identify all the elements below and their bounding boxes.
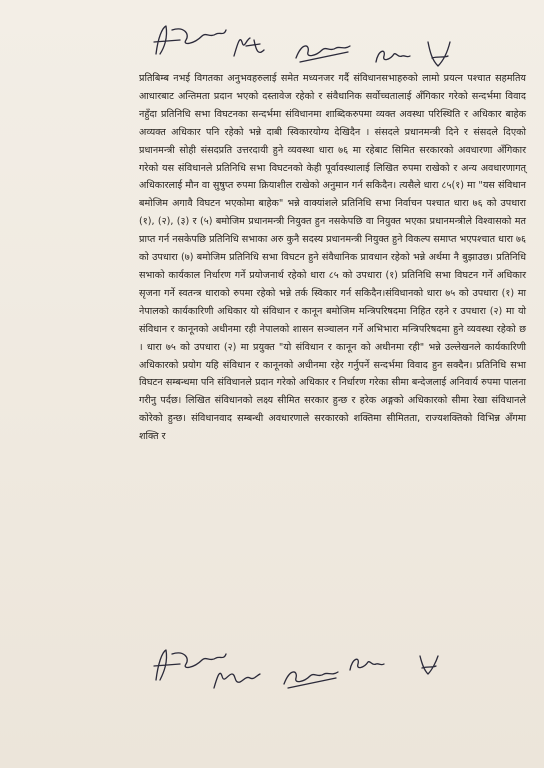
- handwritten-signature-4-bottom: [346, 652, 386, 676]
- handwritten-signature-4: [372, 44, 412, 68]
- signature-row-bottom: [0, 640, 544, 700]
- body-paragraph: प्रतिबिम्ब नभई विगतका अनुभवहरुलाई समेत मध्यनजर गर्दै संविधानसभाहरुको लामो प्रयत्न पश्चात सहमतिय आधारबाट अन्तिमता प्रदान भएको दस्तावेज रहेको र संवैधानिक सर्वोच्चतालाई अँगिकार गरेको सन्दर्भमा विवाद नहुँदा प्रतिनिधि सभा विघटनका सन्दर्भमा संविधानमा शाब्दिकरुपमा व्यक्त अवस्था परिस्थिति र अधिकार बाहेक अव्यक्त अधिकार पनि रहेको भन्ने दाबी स्विकारयोग्य देखिदैन । संसदले प्रधानमन्त्री दिने र संसदले दिएको प्रधानमन्त्री सोही संसदप्रति उत्तरदायी हुने व्यवस्था धारा ७६ मा रहेबाट सिमित सरकारको अवधारणा अँगिकार गरेको यस संविधानले प्रतिनिधि सभा विघटनको केही पूर्वावस्थालाई लिखित रुपमा राखेको र अन्य अवधारणागत् अधिकारलाई मौन वा सुषुप्त रुपमा क्रियाशील राखेको अनुमान गर्न सकिदैन। त्यसैले धारा ८५(१) मा "यस संविधान बमोजिम अगावै विघटन भएकोमा बाहेक" भन्ने वाक्यांशले प्रतिनिधि सभा निर्वाचन पश्चात धारा ७६ को उपधारा (१), (२), (३) र (५) बमोजिम प्रधानमन्त्री नियुक्त हुन नसकेपछि वा नियुक्त भएका प्रधानमन्त्रीले विश्वासको मत प्राप्त गर्न नसकेपछि प्रतिनिधि सभाका अरु कुनै सदस्य प्रधानमन्त्री नियुक्त हुने विकल्प समाप्त भएपश्चात धारा ७६ को उपधारा (७) बमोजिम प्रतिनिधि सभा विघटन हुने संवैधानिक प्रावधान रहेको भन्ने अर्थमा नै बुझाउछ। प्रतिनिधि सभाको कार्यकाल निर्धारण गर्ने प्रयोजनार्थ रहेको धारा ८५ को उपधारा (१) प्रतिनिधि सभा विघटन गर्ने अधिकार सृजना गर्ने स्वतन्त्र धाराको रुपमा रहेको भन्ने तर्क स्विकार गर्न सकिदैन।संविधानको धारा ७५ को उपधारा (१) मा नेपालको कार्यकारिणी अधिकार यो संविधान र कानून बमोजिम मन्त्रिपरिषदमा निहित रहने र उपधारा (२) मा यो संविधान र कानूनको अधीनमा रही नेपालको शासन सञ्चालन गर्ने अभिभारा मन्त्रिपरिषदमा हुने व्यवस्था रहेको छ । धारा ७५ को उपधारा (२) मा प्रयुक्त "यो संविधान र कानून को अधीनमा रही" भन्ने उल्लेखनले कार्यकारिणी अधिकारको प्रयोग यहि संविधान र कानूनको अधीनमा रहेर गर्नुपर्ने सन्दर्भमा विवाद हुन सक्दैन। प्रतिनिधि सभा विघटन सम्बन्धमा पनि संविधानले प्रदान गरेको अधिकार र निर्धारण गरेका सीमा बन्देजलाई अनिवार्य रुपमा पालना गरीनु पर्दछ। लिखित संविधानको लक्ष्य सीमित सरकार हुन्छ र हरेक अङ्गको अधिकारको सीमा रेखा संविधानले कोरेको हुन्छ। संविधानवाद सम्बन्धी अवधारणाले सरकारको शक्तिमा सीमितता, राज्यशक्तिको विभिन्न अँगमा शक्ति र: [139, 73, 526, 443]
- document-body: [139, 70, 526, 446]
- handwritten-signature-3: [292, 38, 352, 64]
- handwritten-signature-1: [150, 20, 230, 60]
- handwritten-signature-5-bottom: [414, 650, 444, 680]
- handwritten-signature-3-bottom: [280, 662, 340, 690]
- signature-row-top: [0, 0, 544, 70]
- handwritten-signature-2: [230, 32, 270, 62]
- handwritten-signature-5: [420, 38, 460, 72]
- handwritten-signature-2-bottom: [210, 666, 262, 694]
